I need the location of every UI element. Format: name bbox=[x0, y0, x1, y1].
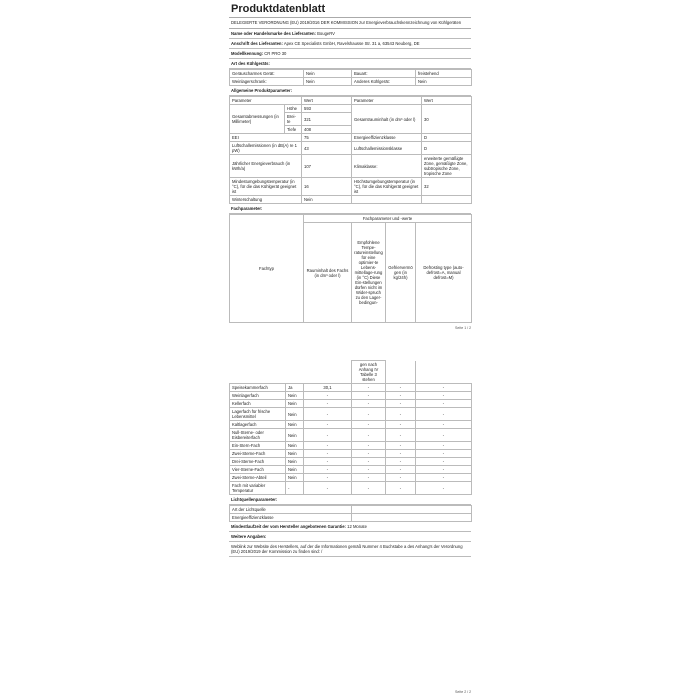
temp-col-header-continued: gen nach Anhang IV Tabelle 3 stehen bbox=[352, 361, 386, 384]
compartment-freeze-cell: - bbox=[386, 466, 416, 474]
defrost-col-header: Defrosting type (auto-defrost=A, manual defrost=M) bbox=[416, 223, 472, 323]
compartment-volume-cell: - bbox=[304, 466, 352, 474]
compartment-defrost-cell: - bbox=[416, 400, 472, 408]
compartments-table bbox=[229, 360, 472, 495]
regulation-text: DELEGIERTE VERORDNUNG (EU) 2019/2016 DER KOMMISSION zur Energieverbrauchskennzeichnung von Kühlgeräten bbox=[229, 18, 471, 29]
compartment-present-cell: Nein bbox=[286, 429, 304, 442]
table-cell: Anderes Kühlgerät: bbox=[352, 78, 416, 86]
compartment-name-cell: Lagerfach für frische Lebensmittel bbox=[230, 408, 286, 421]
compartment-volume-cell: - bbox=[304, 450, 352, 458]
general-params-header: Allgemeine Produktparameter: bbox=[229, 86, 471, 96]
table-row bbox=[230, 361, 472, 384]
winter-value: Nein bbox=[302, 196, 352, 204]
energy-value: 107 bbox=[302, 155, 352, 178]
compartment-freeze-cell: - bbox=[386, 421, 416, 429]
table-row bbox=[230, 78, 472, 86]
table-row bbox=[230, 514, 472, 522]
compartment-volume-cell: - bbox=[304, 458, 352, 466]
min-temp-label: Mindestumgebungstemperatur (in °C), für die das Kühlgerät geeignet ist bbox=[230, 178, 302, 196]
compartment-name-cell: Kaltlagerfach bbox=[230, 421, 286, 429]
table-row bbox=[230, 155, 472, 178]
table-cell: Nein bbox=[304, 70, 352, 78]
compartment-name-cell: Weinlagerfach bbox=[230, 392, 286, 400]
table-cell: Geräuscharmes Gerät: bbox=[230, 70, 304, 78]
table-cell bbox=[416, 361, 472, 384]
noise-class-label: Luftschallemissionsklasse bbox=[352, 142, 422, 155]
compartment-defrost-cell: - bbox=[416, 392, 472, 400]
compartment-defrost-cell: - bbox=[416, 458, 472, 466]
compartment-freeze-cell: - bbox=[386, 482, 416, 495]
compartment-name-cell: Null-Sterne- oder Eisbereiterfach bbox=[230, 429, 286, 442]
more-info-header: Weitere Angaben: bbox=[229, 532, 471, 542]
device-type-table bbox=[229, 69, 472, 86]
compartment-volume-cell: - bbox=[304, 442, 352, 450]
light-table bbox=[229, 505, 472, 522]
compartment-defrost-cell: - bbox=[416, 429, 472, 442]
compartment-volume-cell: - bbox=[304, 474, 352, 482]
compartment-freeze-cell: - bbox=[386, 408, 416, 421]
compartment-row bbox=[230, 482, 472, 495]
volume-col-header: Rauminhalt des Fachs (in dm³ oder l) bbox=[304, 223, 352, 323]
table-header-row bbox=[230, 97, 472, 105]
climate-class-value: erweiterte gemäßigte Zone, gemäßigte Zone, subtropische Zone, tropische Zone bbox=[422, 155, 472, 178]
compartment-defrost-cell: - bbox=[416, 408, 472, 421]
page-number: Seite 1 / 2 bbox=[455, 326, 472, 330]
model-value: CR PRO 30 bbox=[264, 51, 287, 57]
compartment-volume-cell: - bbox=[304, 421, 352, 429]
supplier-value: BougeRV bbox=[317, 31, 335, 37]
compartment-temp-cell: - bbox=[352, 408, 386, 421]
model-label: Modellkennung: bbox=[231, 51, 264, 57]
table-cell bbox=[422, 196, 472, 204]
climate-class-label: Klimaklasse: bbox=[352, 155, 422, 178]
compartment-temp-cell: - bbox=[352, 450, 386, 458]
compartment-params-title: Fachparameter und -werte bbox=[304, 215, 472, 223]
general-params-table bbox=[229, 96, 472, 204]
table-row bbox=[230, 142, 472, 155]
compartment-freeze-cell: - bbox=[386, 429, 416, 442]
column-header: Wert bbox=[302, 97, 352, 105]
compartment-header-table bbox=[229, 214, 472, 323]
compartment-volume-cell: - bbox=[304, 392, 352, 400]
column-header: Parameter bbox=[352, 97, 422, 105]
dims-label: Gesamtabmessungen (in Millimeter) bbox=[230, 105, 285, 134]
compartment-present-cell: Nein bbox=[286, 474, 304, 482]
column-header: Parameter bbox=[230, 97, 302, 105]
compartment-params-header: Fachparameter: bbox=[229, 204, 471, 214]
device-type-header: Art des Kühlgeräts: bbox=[229, 59, 471, 69]
compartment-name-cell: Zwei-Sterne-Abteil bbox=[230, 474, 286, 482]
light-class-label: Energieeffizienzklasse bbox=[230, 514, 352, 522]
energy-class-label: Energieeffizienzklasse bbox=[352, 134, 422, 142]
table-cell bbox=[352, 506, 472, 514]
address-row bbox=[229, 39, 471, 49]
compartment-present-cell: Nein bbox=[286, 450, 304, 458]
compartment-present-cell: - bbox=[286, 482, 304, 495]
compartment-row bbox=[230, 450, 472, 458]
compartment-present-cell: Ja bbox=[286, 384, 304, 392]
height-value: 593 bbox=[302, 105, 352, 113]
address-label: Anschrift des Lieferanten: bbox=[231, 41, 283, 47]
compartment-row bbox=[230, 400, 472, 408]
light-params-header: Lichtquellenparameter: bbox=[229, 495, 471, 505]
compartment-name-cell: Vier-Sterne-Fach bbox=[230, 466, 286, 474]
model-row bbox=[229, 49, 471, 59]
page-number: Seite 2 / 2 bbox=[455, 690, 472, 694]
compartment-present-cell: Nein bbox=[286, 442, 304, 450]
compartment-name-cell: Speisekammerfach bbox=[230, 384, 286, 392]
table-row bbox=[230, 134, 472, 142]
width-label: Brei-te bbox=[285, 113, 302, 126]
page-title: Produktdatenblatt bbox=[229, 0, 471, 18]
table-row bbox=[230, 196, 472, 204]
compartment-row bbox=[230, 429, 472, 442]
compartment-name-cell: Zwei-Sterne-Fach bbox=[230, 450, 286, 458]
compartment-row bbox=[230, 392, 472, 400]
compartment-present-cell: Nein bbox=[286, 400, 304, 408]
height-label: Höhe bbox=[285, 105, 302, 113]
compartment-row bbox=[230, 466, 472, 474]
compartment-present-cell: Nein bbox=[286, 408, 304, 421]
table-cell: Bauart: bbox=[352, 70, 416, 78]
compartment-defrost-cell: - bbox=[416, 421, 472, 429]
noise-class-value: D bbox=[422, 142, 472, 155]
compartment-temp-cell: - bbox=[352, 442, 386, 450]
energy-class-value: D bbox=[422, 134, 472, 142]
compartment-freeze-cell: - bbox=[386, 400, 416, 408]
compartment-type-header: Fachtyp bbox=[230, 215, 304, 323]
noise-value: 43 bbox=[302, 142, 352, 155]
datasheet-page-2 bbox=[229, 360, 471, 580]
compartment-volume-cell: - bbox=[304, 408, 352, 421]
noise-label: Luftschallemissionen (in dB(A) re 1 pW) bbox=[230, 142, 302, 155]
table-row bbox=[230, 178, 472, 196]
compartment-row bbox=[230, 408, 472, 421]
compartment-defrost-cell: - bbox=[416, 450, 472, 458]
compartment-freeze-cell: - bbox=[386, 450, 416, 458]
compartment-present-cell: Nein bbox=[286, 466, 304, 474]
compartment-freeze-cell: - bbox=[386, 458, 416, 466]
supplier-label: Name oder Handelsmarke des Lieferanten: bbox=[231, 31, 316, 37]
compartment-defrost-cell: - bbox=[416, 466, 472, 474]
winter-label: Winterschaltung bbox=[230, 196, 302, 204]
compartment-temp-cell: - bbox=[352, 400, 386, 408]
column-header: Wert bbox=[422, 97, 472, 105]
depth-label: Tiefe bbox=[285, 126, 302, 134]
table-row bbox=[230, 215, 472, 223]
more-info-text: Weblink zur Website des Herstellers, auf der die Informationen gemäß Nummer 4 Buchstabe a des Anhang's der Verordnung (EU) 2019/2019 der Kommission zu finden sind: / bbox=[229, 542, 471, 557]
compartment-name-cell: Drei-Sterne-Fach bbox=[230, 458, 286, 466]
compartment-temp-cell: - bbox=[352, 384, 386, 392]
table-row bbox=[230, 105, 472, 113]
table-cell bbox=[230, 361, 352, 384]
eei-label: EEI bbox=[230, 134, 302, 142]
compartment-name-cell: Fach mit variabler Temperatur bbox=[230, 482, 286, 495]
table-cell: Nein bbox=[304, 78, 352, 86]
warranty-label: Mindestlaufzeit der vom Hersteller angebotenen Garantie: bbox=[231, 524, 346, 529]
light-type-label: Art der Lichtquelle bbox=[230, 506, 352, 514]
table-cell bbox=[386, 361, 416, 384]
table-cell: Weinlagerschrank: bbox=[230, 78, 304, 86]
compartment-present-cell: Nein bbox=[286, 421, 304, 429]
compartment-volume-cell: - bbox=[304, 400, 352, 408]
address-value: Apex CE Specialists GmbH, Ravelshausse Str. 31 a, 63543 Neuberg, DE bbox=[283, 41, 420, 47]
volume-label: Gesamtrauminhalt (in dm³ oder l) bbox=[352, 105, 422, 134]
compartment-defrost-cell: - bbox=[416, 482, 472, 495]
table-cell: freistehend bbox=[416, 70, 472, 78]
depth-value: 408 bbox=[302, 126, 352, 134]
compartment-row bbox=[230, 458, 472, 466]
compartment-row bbox=[230, 384, 472, 392]
table-cell bbox=[352, 514, 472, 522]
max-temp-label: Höchstumgebungstemperatur (in °C), für die das Kühlgerät geeignet ist bbox=[352, 178, 422, 196]
compartment-temp-cell: - bbox=[352, 392, 386, 400]
table-row bbox=[230, 70, 472, 78]
min-temp-value: 16 bbox=[302, 178, 352, 196]
compartment-defrost-cell: - bbox=[416, 384, 472, 392]
compartment-row bbox=[230, 421, 472, 429]
compartment-row bbox=[230, 442, 472, 450]
compartment-freeze-cell: - bbox=[386, 384, 416, 392]
width-value: 321 bbox=[302, 113, 352, 126]
warranty-value: 12 Monate bbox=[347, 524, 367, 529]
volume-value: 30 bbox=[422, 105, 472, 134]
supplier-row bbox=[229, 29, 471, 39]
eei-value: 75 bbox=[302, 134, 352, 142]
compartment-name-cell: Ein-Stern-Fach bbox=[230, 442, 286, 450]
compartments-body bbox=[230, 384, 472, 495]
compartment-volume-cell: - bbox=[304, 482, 352, 495]
compartment-freeze-cell: - bbox=[386, 392, 416, 400]
energy-label: Jährlicher Energieverbrauch (in kWh/a) bbox=[230, 155, 302, 178]
warranty-row bbox=[229, 522, 471, 532]
freeze-col-header: Gefriervermögen (in kg/24h) bbox=[386, 223, 416, 323]
temp-col-header: Empfohlene Tempe-ratureinstellung für eine optimier-te Lebens-mittellage-rung (in °C) Diese Ein-stellungen dürfen nicht im Wider-spruch zu den Lager-bedingun- bbox=[352, 223, 386, 323]
max-temp-value: 32 bbox=[422, 178, 472, 196]
table-cell bbox=[352, 196, 422, 204]
compartment-temp-cell: - bbox=[352, 421, 386, 429]
compartment-volume-cell: 30,1 bbox=[304, 384, 352, 392]
compartment-present-cell: Nein bbox=[286, 392, 304, 400]
compartment-defrost-cell: - bbox=[416, 442, 472, 450]
compartment-temp-cell: - bbox=[352, 482, 386, 495]
compartment-volume-cell: - bbox=[304, 429, 352, 442]
table-row bbox=[230, 506, 472, 514]
compartment-defrost-cell: - bbox=[416, 474, 472, 482]
compartment-temp-cell: - bbox=[352, 474, 386, 482]
compartment-temp-cell: - bbox=[352, 466, 386, 474]
compartment-name-cell: Kellerfach bbox=[230, 400, 286, 408]
compartment-row bbox=[230, 474, 472, 482]
compartment-freeze-cell: - bbox=[386, 474, 416, 482]
compartment-present-cell: Nein bbox=[286, 458, 304, 466]
compartment-temp-cell: - bbox=[352, 458, 386, 466]
datasheet-page-1 bbox=[229, 0, 471, 340]
compartment-temp-cell: - bbox=[352, 429, 386, 442]
table-cell: Nein bbox=[416, 78, 472, 86]
compartment-freeze-cell: - bbox=[386, 442, 416, 450]
